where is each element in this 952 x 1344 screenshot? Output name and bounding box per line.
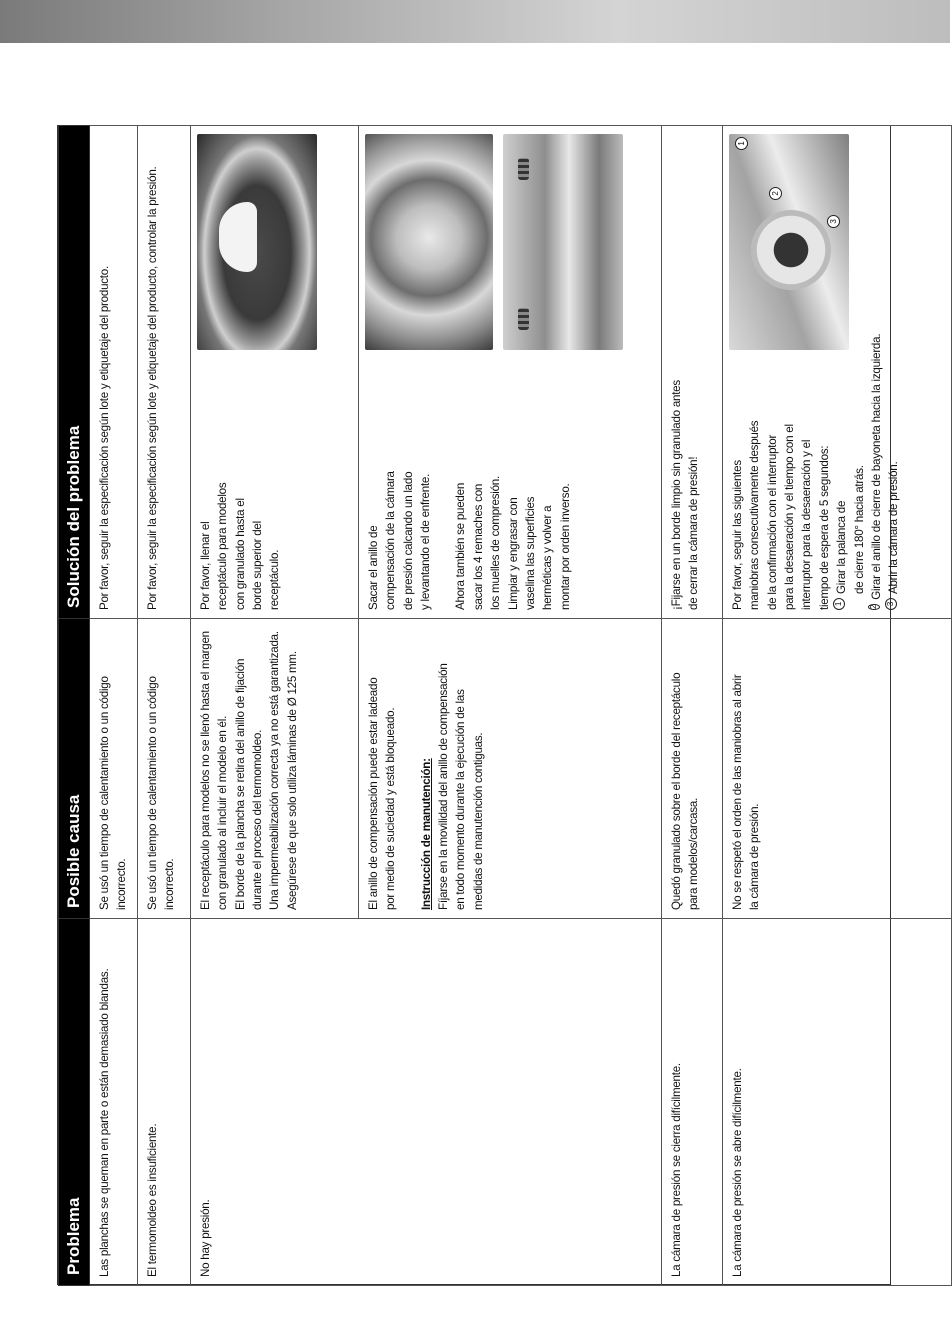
- cause-cell: No se respetó el orden de las maniobras al abrir la cámara de presión.: [722, 619, 951, 919]
- table-row: [661, 126, 722, 1286]
- solution-text: Ahora también se pueden sacar los 4 remaches con los muelles de compresión. Limpiar y engrasar con vaselina las superficies herméticas y volver a montar por orden inverso.: [454, 476, 572, 610]
- solution-text: Sacar el anillo de compensación de la cámara de presión calcando un lado y levantando el de enfrente.: [366, 471, 433, 610]
- header-posible-causa: Posible causa: [59, 619, 90, 919]
- table-row: [190, 126, 358, 1286]
- compression-springs-photo: [503, 134, 623, 350]
- table-row: [137, 126, 190, 1286]
- troubleshooting-table: [58, 125, 952, 1286]
- header-gradient-bar: [0, 0, 950, 43]
- spring-icon: [518, 158, 529, 180]
- header-solucion: Solución del problema: [59, 126, 90, 619]
- photo-label-1: 1: [735, 137, 748, 150]
- step-number-icon: 3: [885, 598, 897, 610]
- step-number-icon: 2: [869, 604, 879, 609]
- cause-cell: Se usó un tiempo de calentamiento o un código incorrecto.: [137, 619, 190, 919]
- problem-cell: La cámara de presión se cierra difícilmente.: [661, 919, 722, 1286]
- step-number-icon: 1: [833, 598, 845, 610]
- cause-cell: Se usó un tiempo de calentamiento o un código incorrecto.: [90, 619, 138, 919]
- photo-label-2: 2: [769, 187, 782, 200]
- solution-cell: ¡Fijarse en un borde limpio sin granulado antes de cerrar la cámara de presión!: [661, 126, 722, 619]
- solution-cell: [722, 126, 951, 619]
- step-item: 2 Girar el anillo de cierre de bayoneta hacia la izquierda.: [869, 333, 884, 609]
- step-item: 1 Girar la palanca de de cierre 180° hacia atrás.: [833, 360, 868, 610]
- granulate-receptacle-photo: [197, 134, 317, 350]
- cause-cell: El receptáculo para modelos no se llenó hasta el margen con granulado al incluir el modelo en él. El borde de la plancha se retira del anillo de fijación durante el proceso del termomoldeo. Una impermeabilización correcta ya no está garantizada. Asegúrese de que solo utiliza láminas de Ø 125 mm.: [190, 619, 358, 919]
- solution-text: Por favor, llenar el receptáculo para modelos con granulado hasta el borde superior del receptáculo.: [198, 482, 282, 610]
- troubleshooting-table-frame: [57, 125, 901, 1285]
- maintenance-text: Fíjarse en la movilidad del anillo de compensación en todo momento durante la ejecución de las medidas de manutención contiguas.: [437, 663, 485, 910]
- problem-cell: El termomoldeo es insuficiente.: [137, 919, 190, 1286]
- spring-icon: [518, 308, 529, 330]
- solution-cell: [358, 126, 661, 619]
- solution-cell: Por favor, seguir la especificación según lote y etiquetaje del producto, controlar la presión.: [137, 126, 190, 619]
- solution-cell: [190, 126, 358, 619]
- maintenance-heading: Instrucción de manutención:: [419, 758, 433, 910]
- solution-text: Por favor, seguir las siguientes maniobras consecutivamente después de la confirmación con el interruptor para la desaeración y el tiempo con el interruptor para la desaeración y el tiempo de espera de 5 segundos:: [730, 420, 831, 610]
- solution-cell: Por favor, seguir la especificación según lote y etiquetaje del producto.: [90, 126, 138, 619]
- header-problema: Problema: [59, 919, 90, 1286]
- dental-model-shape: [219, 202, 257, 272]
- problem-cell: No hay presión.: [190, 919, 661, 1286]
- table-row: [722, 126, 951, 1286]
- step-item: 3 Abrir la cámara de presión.: [885, 360, 902, 610]
- cause-cell: Quedó granulado sobre el borde del receptáculo para modelos/carcasa.: [661, 619, 722, 919]
- problem-cell: Las planchas se queman en parte o están demasiado blandas.: [90, 919, 138, 1286]
- compensation-ring-photo: [365, 134, 493, 350]
- cause-text: El anillo de compensación puede estar ladeado por medio de suciedad y está bloqueado.: [366, 677, 398, 910]
- problem-cell: La cámara de presión se abre difícilmente.: [722, 919, 951, 1286]
- cause-cell: [358, 619, 661, 919]
- table-row: [90, 126, 138, 1286]
- pressure-chamber-photo: [729, 134, 849, 350]
- pressure-chamber-knob: [751, 210, 831, 290]
- photo-label-3: 3: [827, 215, 840, 228]
